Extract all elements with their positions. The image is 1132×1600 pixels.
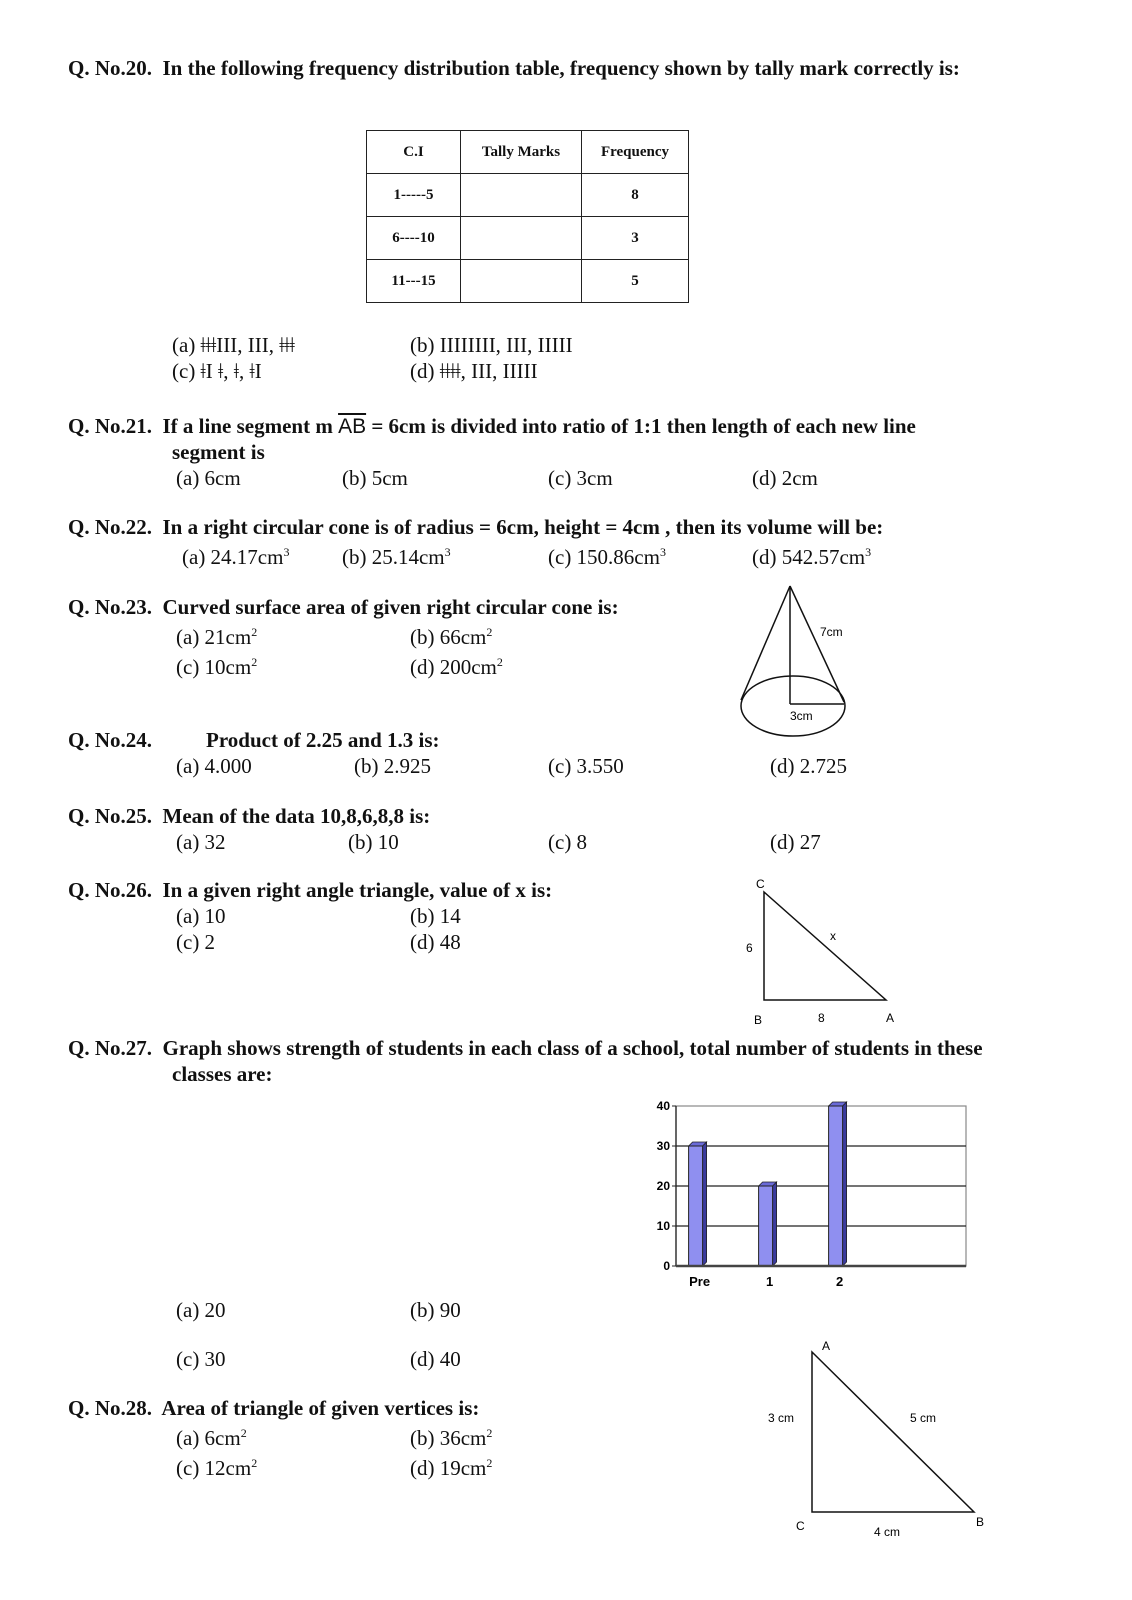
q21-option-a: (a) 6cm (176, 466, 241, 490)
q22-option-b: (b) $25.14cm^3$ (342, 545, 451, 569)
table-cell-tally (461, 174, 582, 217)
x-tick-label: 2 (835, 1274, 844, 1289)
q23-option-a: (a) $21cm^2$ (176, 625, 258, 649)
q28-option-c: (c) $12cm^2$ (176, 1456, 258, 1480)
q26-number: Q. No.26. (68, 878, 152, 902)
q23-text: Curved surface area of given right circular cone is: (162, 595, 619, 619)
q25-option-a: (a) 32 (176, 830, 226, 854)
q20-option-b: (b) IIIIIIII, III, IIIII (410, 333, 573, 357)
q20-option-d: (d) ǂǂǂǂ, III, IIIII (410, 359, 538, 383)
vertex-a-label: A (822, 1339, 831, 1353)
cone-left-edge (741, 586, 790, 700)
table-header-row (367, 131, 689, 174)
q25-option-d: (d) 27 (770, 830, 821, 854)
q23-option-c: (c) $10cm^2$ (176, 655, 258, 679)
x-tick-label: Pre (689, 1274, 711, 1289)
q21-number: Q. No.21. (68, 414, 152, 438)
table-cell-ci: 6----10 (367, 217, 461, 260)
q24-option-d: (d) 2.725 (770, 754, 847, 778)
header-tally: Tally Marks (461, 131, 582, 174)
q22-number: Q. No.22. (68, 515, 152, 539)
y-tick-label: 0 (663, 1259, 670, 1273)
q20-text: In the following frequency distribution table, frequency shown by tally mark correctly is: (162, 56, 960, 80)
bar-side (703, 1142, 707, 1266)
q23-question (68, 595, 619, 620)
frequency-table (366, 130, 689, 303)
vertex-c-label: C (756, 877, 765, 891)
q24-option-c: (c) 3.550 (548, 754, 624, 778)
cone-figure (730, 580, 860, 750)
q27-option-c: (c) 30 (176, 1347, 226, 1371)
chart-x-axis (676, 1266, 966, 1289)
bar-2 (829, 1106, 843, 1266)
q21-question (68, 414, 916, 439)
vertex-b-label: B (754, 1013, 763, 1027)
triangle-abc (764, 892, 886, 1000)
q21-option-d: (d) 2cm (752, 466, 818, 490)
cone-radius-label: 3cm (790, 709, 813, 723)
q26-question (68, 878, 552, 903)
table-row (367, 174, 689, 217)
header-ci: C.I (367, 131, 461, 174)
q27-option-b: (b) 90 (410, 1298, 461, 1322)
q28-question (68, 1396, 479, 1421)
bar-side (773, 1182, 777, 1266)
q28-option-a: (a) $6cm^2$ (176, 1426, 247, 1450)
table-cell-frequency: 5 (582, 260, 689, 303)
q27-option-d: (d) 40 (410, 1347, 461, 1371)
vertex-a-label: A (886, 1011, 895, 1025)
bar-side (843, 1102, 847, 1266)
q21-text: If a line segment m (162, 414, 333, 438)
q25-text: Mean of the data 10,8,6,8,8 is: (162, 804, 431, 828)
hypotenuse-label: x (830, 929, 836, 943)
x-tick-label: 1 (765, 1274, 774, 1289)
q25-number: Q. No.25. (68, 804, 152, 828)
q24-text: Product of 2.25 and 1.3 is: (206, 728, 440, 752)
q27-number: Q. No.27. (68, 1036, 152, 1060)
q23-option-d: (d) $200cm^2$ (410, 655, 503, 679)
header-frequency: Frequency (582, 131, 689, 174)
bar-1 (759, 1186, 773, 1266)
q26-option-a: (a) 10 (176, 904, 226, 928)
cone-slant-label: 7cm (820, 625, 843, 639)
table-row (367, 260, 689, 303)
table-cell-ci: 11---15 (367, 260, 461, 303)
table-cell-frequency: 3 (582, 217, 689, 260)
q22-option-d: (d) $542.57cm^3$ (752, 545, 872, 569)
q22-option-a: (a) $24.17cm^3$ (182, 545, 290, 569)
side-ba-label: 8 (818, 1011, 825, 1025)
q24-option-a: (a) 4.000 (176, 754, 252, 778)
q21-option-b: (b) 5cm (342, 466, 408, 490)
table-cell-tally (461, 217, 582, 260)
segment-ab: $\overline{AB}$ (338, 415, 367, 438)
q26-option-d: (d) 48 (410, 930, 461, 954)
q25-option-c: (c) 8 (548, 830, 588, 854)
table-row (367, 217, 689, 260)
q23-number: Q. No.23. (68, 595, 152, 619)
q27-text-line2: classes are: (172, 1062, 273, 1086)
q26-option-b: (b) 14 (410, 904, 461, 928)
q20-option-a: (a) ǂǂǂIII, III, ǂǂǂ (172, 333, 295, 357)
vertex-c-label: C (796, 1519, 805, 1533)
area-triangle-figure (760, 1336, 990, 1546)
cone-right-edge (790, 586, 844, 702)
side-cb-label: 6 (746, 941, 753, 955)
q27-text: Graph shows strength of students in each class of a school, total number of students in these (162, 1036, 983, 1060)
table-cell-tally (461, 260, 582, 303)
q27-option-a: (a) 20 (176, 1298, 226, 1322)
q20-number: Q. No.20. (68, 56, 152, 80)
q24-option-b: (b) 2.925 (354, 754, 431, 778)
triangle-abc (812, 1352, 974, 1512)
q22-text: In a right circular cone is of radius = 6cm, height = 4cm , then its volume will be: (162, 515, 884, 539)
vertex-b-label: B (976, 1515, 985, 1529)
q28-text: Area of triangle of given vertices is: (161, 1396, 480, 1420)
bar-Pre (689, 1146, 703, 1266)
q22-option-c: (c) $150.86cm^3$ (548, 545, 666, 569)
q28-number: Q. No.28. (68, 1396, 152, 1420)
q26-option-c: (c) 2 (176, 930, 216, 954)
q20-option-c: (c) ǂI ǂ, ǂ, ǂI (172, 359, 262, 383)
side-cb-label: 4 cm (874, 1525, 901, 1539)
q25-question (68, 804, 430, 829)
y-tick-label: 40 (656, 1099, 670, 1113)
q27-question (68, 1036, 983, 1061)
cone-base (741, 676, 845, 736)
bar-chart (640, 1096, 980, 1296)
q26-text: In a given right angle triangle, value of x is: (162, 878, 553, 902)
q21-option-c: (c) 3cm (548, 466, 613, 490)
q25-option-b: (b) 10 (348, 830, 399, 854)
q28-option-b: (b) $36cm^2$ (410, 1426, 493, 1450)
table-cell-frequency: 8 (582, 174, 689, 217)
q21-text-line2: segment is (172, 440, 265, 464)
side-ca-label: 3 cm (768, 1411, 795, 1425)
table-cell-ci: 1-----5 (367, 174, 461, 217)
y-tick-label: 10 (656, 1219, 670, 1233)
q21-text-cont: = 6cm is divided into ratio of 1:1 then length of each new line (371, 414, 916, 438)
side-ab-label: 5 cm (910, 1411, 937, 1425)
y-tick-label: 20 (656, 1179, 670, 1193)
q22-question (68, 515, 883, 540)
y-tick-label: 30 (656, 1139, 670, 1153)
q20-question (68, 56, 960, 81)
right-triangle-figure (740, 870, 900, 1030)
chart-y-axis (657, 1099, 676, 1273)
q28-option-d: (d) $19cm^2$ (410, 1456, 493, 1480)
q23-option-b: (b) $66cm^2$ (410, 625, 493, 649)
q24-number: Q. No.24. (68, 728, 152, 752)
